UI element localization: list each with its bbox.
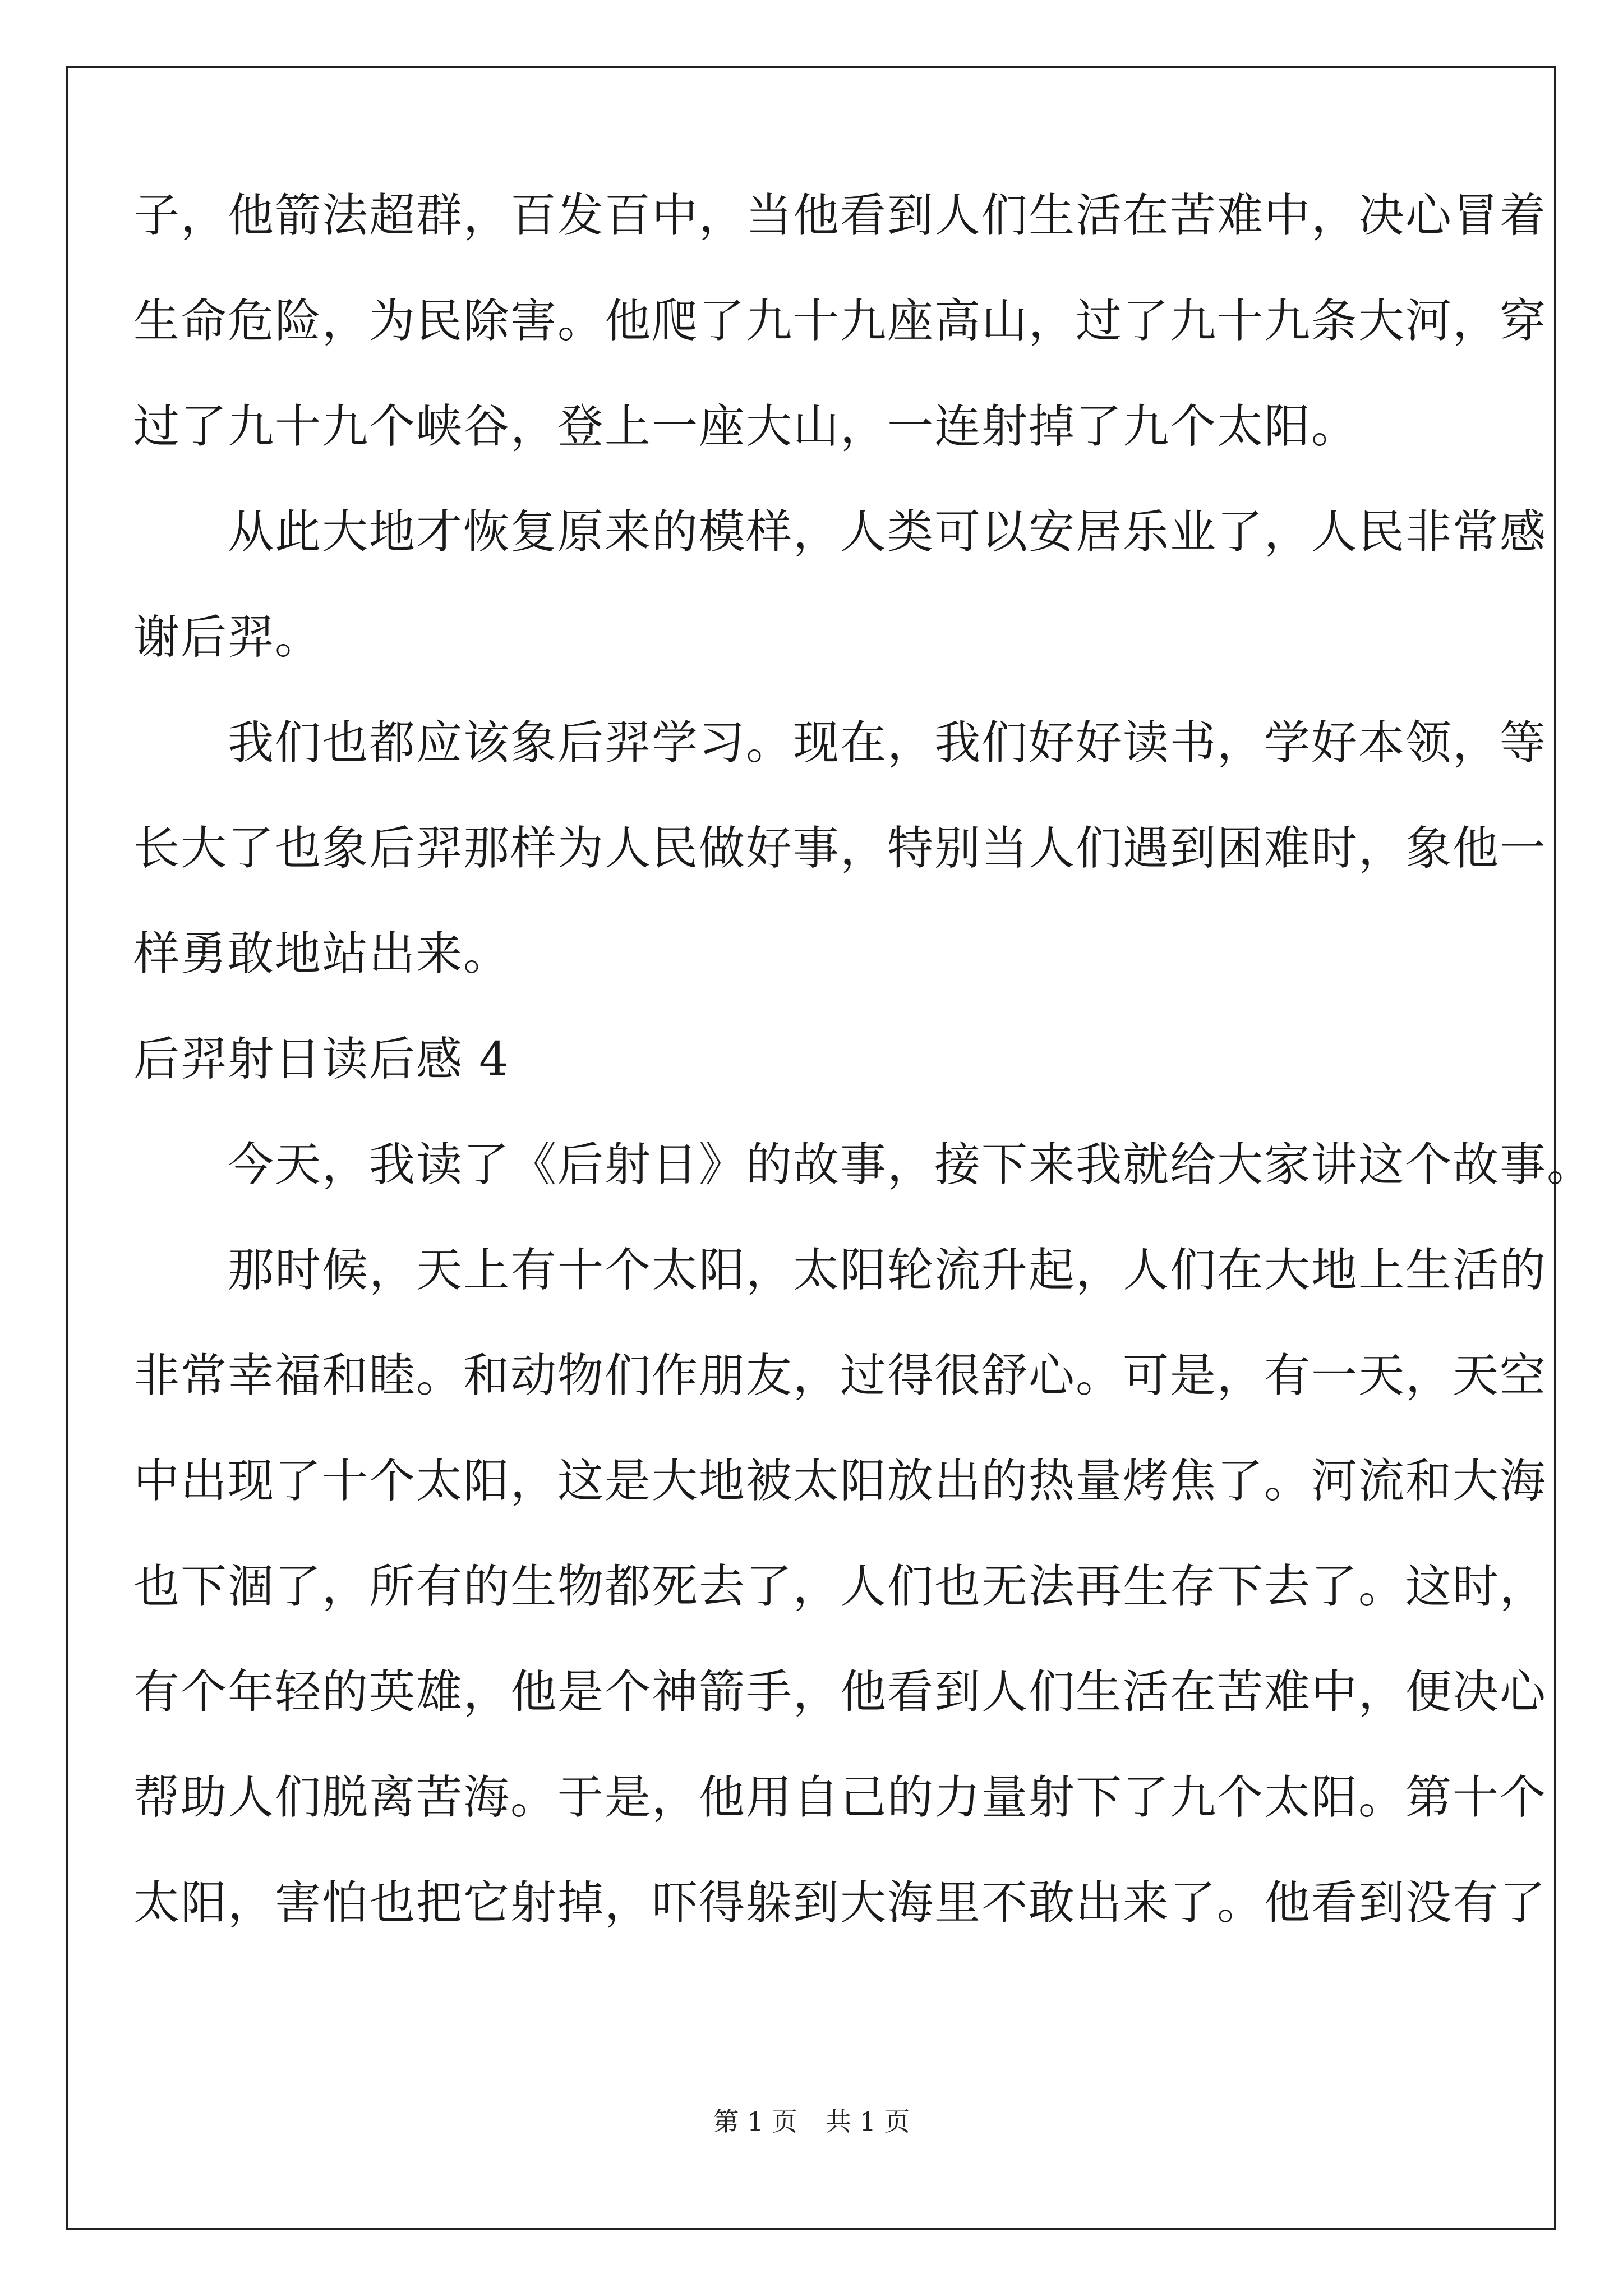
paragraph-line: 生命危险，为民除害。他爬了九十九座高山，过了九十九条大河，穿 [133,295,1547,348]
paragraph-line: 有个年轻的英雄，他是个神箭手，他看到人们生活在苦难中，便决心 [133,1665,1547,1719]
paragraph-line: 长大了也象后羿那样为人民做好事，特别当人们遇到困难时，象他一 [133,822,1547,875]
paragraph-line: 也下涸了，所有的生物都死去了，人们也无法再生存下去了。这时， [133,1560,1547,1613]
paragraph-line: 样勇敢地站出来。 [133,927,511,981]
paragraph-line: 过了九十九个峡谷，登上一座大山，一连射掉了九个太阳。 [133,400,1359,453]
paragraph-line: 子，他箭法超群，百发百中，当他看到人们生活在苦难中，决心冒着 [133,189,1547,242]
paragraph-line: 太阳，害怕也把它射掉，吓得躲到大海里不敢出来了。他看到没有了 [133,1876,1547,1930]
paragraph-line: 那时候，天上有十个太阳，太阳轮流升起，人们在大地上生活的 [133,1244,1547,1297]
total-pages: 共 1 页 [826,2106,910,2137]
paragraph-line: 帮助人们脱离苦海。于是，他用自己的力量射下了九个太阳。第十个 [133,1771,1547,1824]
paragraph-line: 非常幸福和睦。和动物们作朋友，过得很舒心。可是，有一天，天空 [133,1349,1547,1402]
page-number: 第 1 页 [713,2106,797,2137]
page-footer [0,2105,1623,2138]
paragraph-line: 谢后羿。 [133,611,322,664]
paragraph-line: 中出现了十个太阳，这是大地被太阳放出的热量烤焦了。河流和大海 [133,1455,1547,1508]
paragraph-line: 我们也都应该象后羿学习。现在，我们好好读书，学好本领，等 [133,716,1547,770]
paragraph-line: 今天，我读了《后射日》的故事，接下来我就给大家讲这个故事。 [133,1138,1594,1191]
section-heading: 后羿射日读后感 4 [133,1033,510,1086]
paragraph-line: 从此大地才恢复原来的模样，人类可以安居乐业了，人民非常感 [133,505,1547,559]
